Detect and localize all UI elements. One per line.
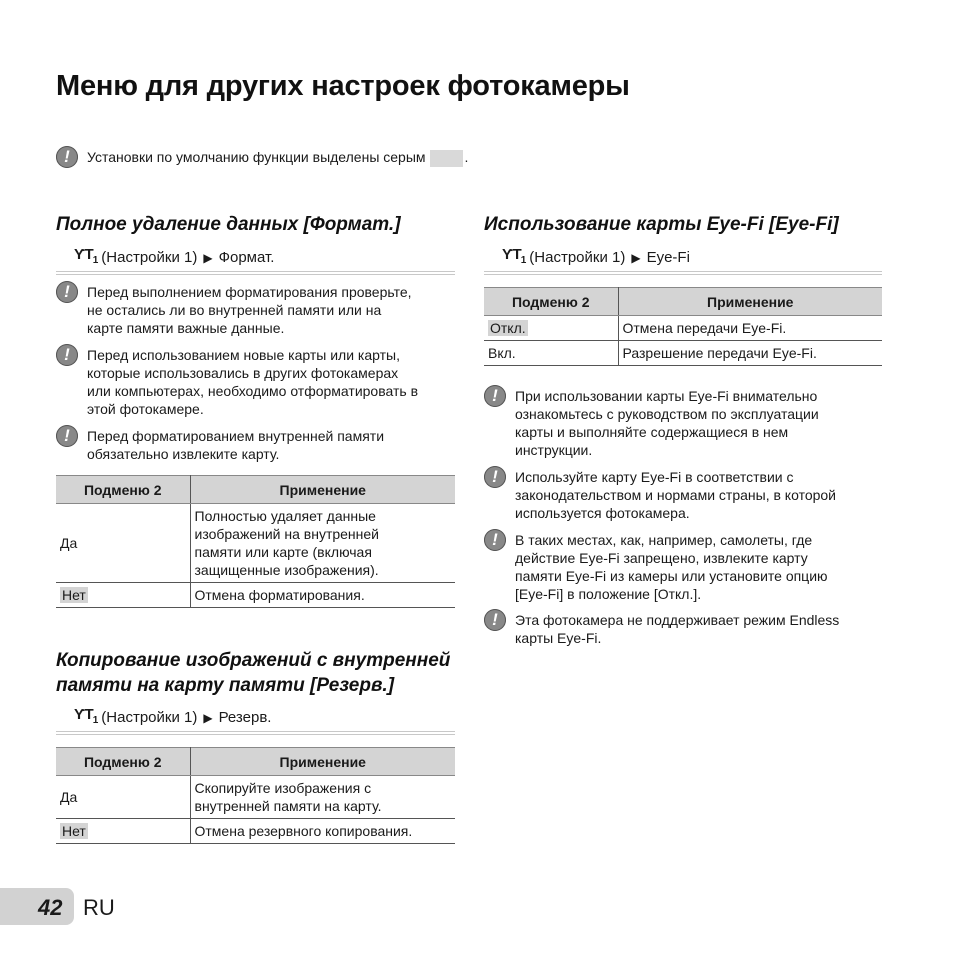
- eyefi-option-on-desc: Разрешение передачи Eye-Fi.: [618, 341, 882, 366]
- table-header-submenu: Подменю 2: [56, 748, 190, 776]
- table-row: [56, 583, 455, 608]
- eyefi-option-off-desc: Отмена передачи Eye-Fi.: [618, 316, 882, 341]
- format-option-no-desc: Отмена форматирования.: [190, 583, 455, 608]
- exclamation-icon: !: [56, 281, 78, 303]
- eyefi-note-2: ! Используйте карту Eye-Fi в соответствии с законодательством и нормами страны, в которой используется фотокамера.: [484, 468, 884, 522]
- eyefi-path-item: Eye-Fi: [646, 249, 690, 266]
- format-path-menu: (Настройки 1): [101, 249, 198, 266]
- gray-swatch: [430, 150, 463, 167]
- play-arrow-icon: ▶: [203, 251, 213, 265]
- setup-tools-icon: $ƳT_1$: [74, 246, 98, 266]
- table-header-usage: Применение: [618, 288, 882, 316]
- eyefi-note-1: ! При использовании карты Eye-Fi внимательно ознакомьтесь с руководством по эксплуатации карты и выполняйте содержащиеся в нем инструкции.: [484, 387, 884, 459]
- format-section-title: Полное удаление данных [Формат.]: [56, 214, 401, 235]
- backup-option-yes: Да: [56, 776, 190, 819]
- format-table: [56, 475, 455, 608]
- format-path: [56, 245, 455, 275]
- eyefi-option-on: Вкл.: [484, 341, 618, 366]
- table-row: [484, 341, 882, 366]
- default-note: [56, 148, 468, 168]
- format-note-2: ! Перед использованием новые карты или карты, которые использовались в других фотокамерах или компьютерах, необходимо отформатировать в этой фотокамере.: [56, 346, 456, 418]
- play-arrow-icon: ▶: [631, 251, 641, 265]
- format-option-yes: Да: [56, 504, 190, 583]
- table-row: [484, 316, 882, 341]
- eyefi-path-menu: (Настройки 1): [529, 249, 626, 266]
- backup-path: [56, 705, 455, 735]
- eyefi-table: [484, 287, 882, 366]
- exclamation-icon: !: [484, 466, 506, 488]
- table-header-usage: Применение: [190, 748, 455, 776]
- backup-option-yes-desc: Скопируйте изображения с внутренней памяти на карту.: [190, 776, 455, 819]
- backup-table: [56, 747, 455, 844]
- eyefi-note-4: ! Эта фотокамера не поддерживает режим Endless карты Eye-Fi.: [484, 611, 884, 647]
- backup-path-item: Резерв.: [218, 709, 272, 726]
- backup-option-no-desc: Отмена резервного копирования.: [190, 819, 455, 844]
- exclamation-icon: !: [484, 385, 506, 407]
- eyefi-option-off: Откл.: [484, 316, 618, 341]
- default-note-text: Установки по умолчанию функции выделены серым .: [87, 149, 469, 165]
- format-note-1: ! Перед выполнением форматирования проверьте, не остались ли во внутренней памяти или на карте памяти важные данные.: [56, 283, 456, 337]
- page-title: Меню для других настроек фотокамеры: [56, 70, 630, 102]
- format-option-no: Нет: [56, 583, 190, 608]
- page-number-badge: [0, 888, 74, 925]
- table-header-row: [56, 476, 455, 504]
- format-path-item: Формат.: [218, 249, 275, 266]
- setup-tools-icon: $ƳT_1$: [74, 706, 98, 726]
- language-code: RU: [83, 895, 115, 920]
- table-header-submenu: Подменю 2: [484, 288, 618, 316]
- setup-tools-icon: $ƳT_1$: [502, 246, 526, 266]
- format-note-3: ! Перед форматированием внутренней памяти обязательно извлеките карту.: [56, 427, 456, 463]
- table-header-row: [484, 288, 882, 316]
- table-row: [56, 504, 455, 583]
- table-header-usage: Применение: [190, 476, 455, 504]
- format-option-yes-desc: Полностью удаляет данные изображений на внутренней памяти или карте (включая защищенные изображения).: [190, 504, 455, 583]
- exclamation-icon: !: [56, 146, 78, 168]
- backup-section-title: Копирование изображений с внутренней памяти на карту памяти [Резерв.]: [56, 650, 451, 696]
- play-arrow-icon: ▶: [203, 711, 213, 725]
- eyefi-path: [484, 245, 882, 275]
- table-row: [56, 819, 455, 844]
- page-number: 42: [38, 895, 63, 920]
- table-header-row: [56, 748, 455, 776]
- exclamation-icon: !: [484, 609, 506, 631]
- eyefi-note-3: ! В таких местах, как, например, самолеты, где действие Eye-Fi запрещено, извлеките карту памяти Eye-Fi из камеры или установите опцию [Eye-Fi] в положение [Откл.].: [484, 531, 884, 603]
- eyefi-section-title: Использование карты Eye-Fi [Eye-Fi]: [484, 214, 839, 235]
- exclamation-icon: !: [56, 344, 78, 366]
- backup-path-menu: (Настройки 1): [101, 709, 198, 726]
- exclamation-icon: !: [484, 529, 506, 551]
- backup-option-no: Нет: [56, 819, 190, 844]
- table-header-submenu: Подменю 2: [56, 476, 190, 504]
- exclamation-icon: !: [56, 425, 78, 447]
- table-row: [56, 776, 455, 819]
